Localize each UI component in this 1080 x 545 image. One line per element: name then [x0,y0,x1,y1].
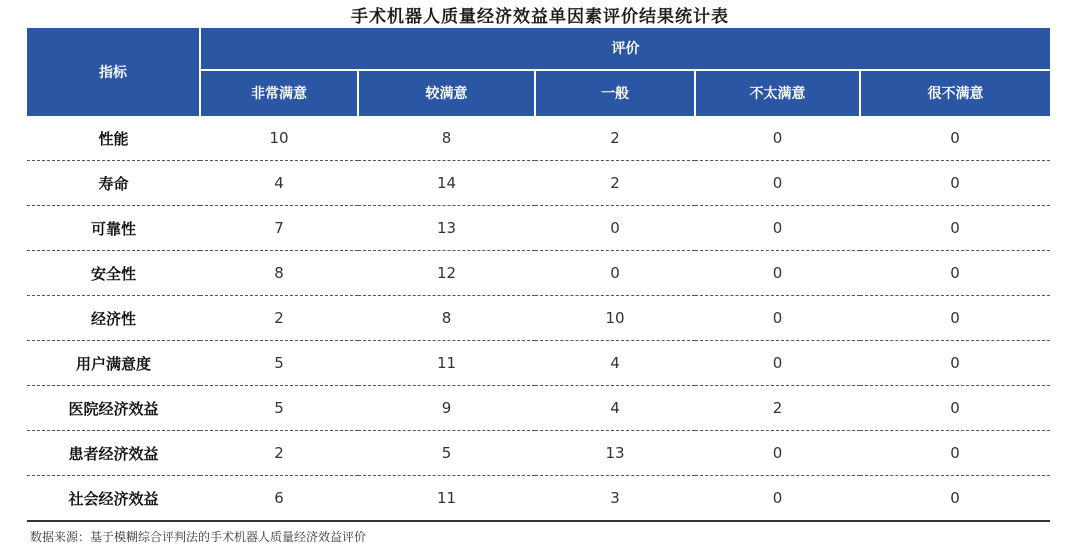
value-cell: 11 [358,341,535,386]
column-header: 很不满意 [860,70,1050,116]
row-name-cell: 经济性 [27,296,200,341]
table-row [27,251,1050,296]
row-name-cell: 性能 [27,116,200,161]
value-cell: 13 [358,206,535,251]
value-cell: 2 [535,116,695,161]
value-cell: 8 [358,296,535,341]
row-name-cell: 社会经济效益 [27,476,200,522]
row-name-cell: 患者经济效益 [27,431,200,476]
row-header-cell: 指标 [27,28,200,116]
value-cell: 0 [860,431,1050,476]
column-header: 较满意 [358,70,535,116]
value-cell: 12 [358,251,535,296]
column-header: 非常满意 [200,70,358,116]
table-row [27,161,1050,206]
value-cell: 0 [860,341,1050,386]
table-row [27,386,1050,431]
value-cell: 0 [860,296,1050,341]
source-note: 数据来源：基于模糊综合评判法的手术机器人质量经济效益评价 [30,530,367,544]
value-cell: 3 [535,476,695,522]
row-name-cell: 安全性 [27,251,200,296]
value-cell: 5 [200,341,358,386]
table-body [27,116,1050,521]
value-cell: 0 [695,206,860,251]
value-cell: 5 [200,386,358,431]
value-cell: 0 [860,251,1050,296]
value-cell: 8 [358,116,535,161]
value-cell: 10 [535,296,695,341]
value-cell: 7 [200,206,358,251]
value-cell: 4 [535,341,695,386]
value-cell: 6 [200,476,358,522]
table-row [27,206,1050,251]
value-cell: 0 [695,476,860,522]
value-cell: 2 [535,161,695,206]
value-cell: 0 [535,251,695,296]
value-cell: 2 [200,431,358,476]
row-name-cell: 寿命 [27,161,200,206]
value-cell: 0 [860,476,1050,522]
value-cell: 11 [358,476,535,522]
value-cell: 0 [860,206,1050,251]
row-name-cell: 可靠性 [27,206,200,251]
value-cell: 10 [200,116,358,161]
value-cell: 14 [358,161,535,206]
value-cell: 4 [200,161,358,206]
value-cell: 0 [695,431,860,476]
row-name-cell: 用户满意度 [27,341,200,386]
column-header: 不太满意 [695,70,860,116]
group-header-cell: 评价 [200,28,1050,70]
value-cell: 2 [200,296,358,341]
value-cell: 5 [358,431,535,476]
table-title: 手术机器人质量经济效益单因素评价结果统计表 [351,7,729,27]
value-cell: 0 [860,386,1050,431]
row-name-cell: 医院经济效益 [27,386,200,431]
value-cell: 0 [695,116,860,161]
value-cell: 0 [695,296,860,341]
value-cell: 0 [535,206,695,251]
value-cell: 8 [200,251,358,296]
value-cell: 9 [358,386,535,431]
table-row [27,116,1050,161]
table-row [27,476,1050,522]
table-row [27,431,1050,476]
table-row [27,296,1050,341]
value-cell: 4 [535,386,695,431]
value-cell: 0 [695,161,860,206]
value-cell: 0 [695,251,860,296]
table-row [27,341,1050,386]
value-cell: 13 [535,431,695,476]
value-cell: 0 [860,116,1050,161]
column-header: 一般 [535,70,695,116]
value-cell: 0 [860,161,1050,206]
value-cell: 2 [695,386,860,431]
value-cell: 0 [695,341,860,386]
statistics-table [27,28,1050,522]
